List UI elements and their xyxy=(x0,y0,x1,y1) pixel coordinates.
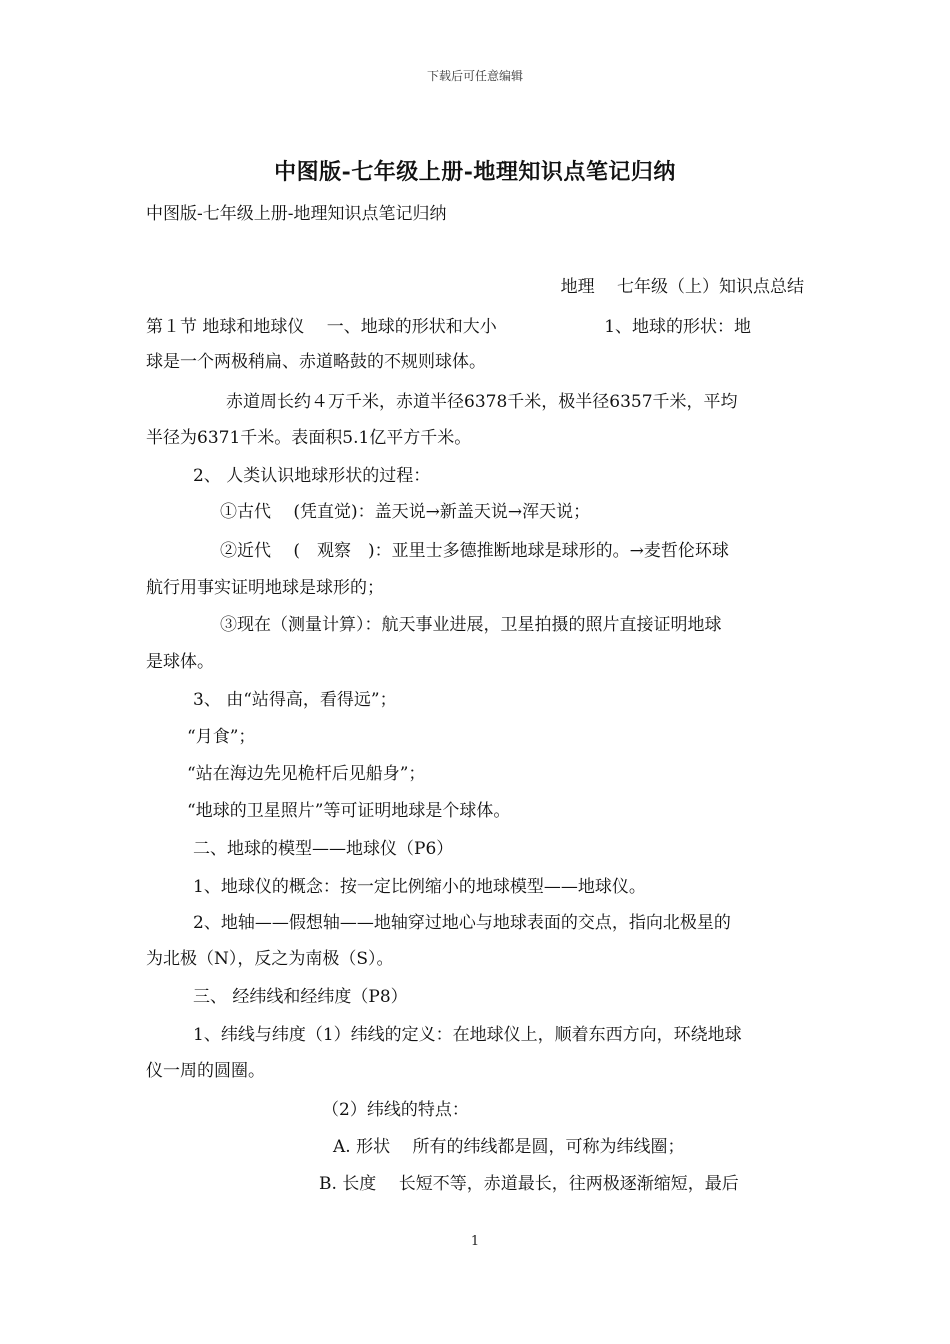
text-line: “站在海边先见桅杆后见船身”； xyxy=(187,764,426,784)
text-line: （2）纬线的特点： xyxy=(322,1100,469,1120)
text-line: 1、纬线与纬度（1）纬线的定义：在地球仪上，顺着东西方向，环绕地球 xyxy=(193,1025,742,1045)
text-line: ③现在（测量计算）：航天事业进展，卫星拍摄的照片直接证明地球 xyxy=(220,615,722,635)
text-line: 半径为6371千米。表面积5.1亿平方千米。 xyxy=(146,428,472,448)
text-line: 航行用事实证明地球是球形的； xyxy=(146,578,384,598)
text-line: “地球的卫星照片”等可证明地球是个球体。 xyxy=(187,801,511,821)
page-number: 1 xyxy=(470,1234,480,1249)
text-line: 1、地球仪的概念：按一定比例缩小的地球模型——地球仪。 xyxy=(193,877,646,897)
text-line: ②近代 ( 观察 )：亚里士多德推断地球是球形的。→麦哲伦环球 xyxy=(220,541,729,561)
text-line: 2、 人类认识地球形状的过程： xyxy=(193,466,431,486)
text-line: 3、 由“站得高，看得远”； xyxy=(193,690,397,710)
page-header: 下载后可任意编辑 xyxy=(426,69,523,83)
text-line: 球是一个两极稍扁、赤道略鼓的不规则球体。 xyxy=(146,352,486,372)
text-line: ①古代 (凭直觉)：盖天说→新盖天说→浑天说； xyxy=(220,502,591,522)
document-subtitle: 中图版-七年级上册-地理知识点笔记归纳 xyxy=(146,204,447,224)
text-line: 是球体。 xyxy=(146,652,214,672)
text-line: 2、地轴——假想轴——地轴穿过地心与地球表面的交点，指向北极星的 xyxy=(193,913,731,933)
text-line: B. 长度 长短不等，赤道最长，往两极逐渐缩短，最后 xyxy=(319,1174,739,1194)
text-line: 第１节 地球和地球仪 一、地球的形状和大小 1、地球的形状：地 xyxy=(146,317,752,337)
text-line: A. 形状 所有的纬线都是圆，可称为纬线圈； xyxy=(333,1137,685,1157)
text-line: 三、 经纬线和经纬度（P8） xyxy=(193,987,408,1007)
text-line: 二、地球的模型——地球仪（P6） xyxy=(193,839,454,859)
document-title: 中图版-七年级上册-地理知识点笔记归纳 xyxy=(274,159,676,185)
text-line: 为北极（N），反之为南极（S）。 xyxy=(146,949,394,969)
text-line: 仪一周的圆圈。 xyxy=(146,1061,265,1081)
text-line: “月食”； xyxy=(187,727,256,747)
summary-heading: 地理 七年级（上）知识点总结 xyxy=(560,277,804,297)
text-line: 赤道周长约４万千米，赤道半径6378千米，极半径6357千米，平均 xyxy=(226,392,738,412)
